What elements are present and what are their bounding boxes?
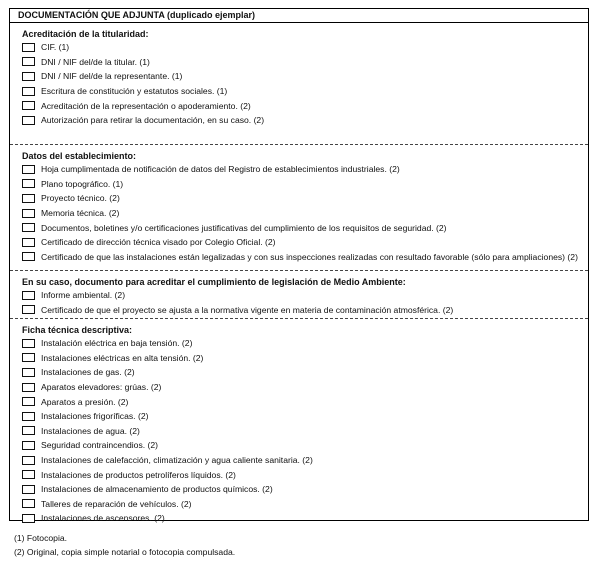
checklist-item — [22, 351, 588, 366]
checkbox[interactable] — [22, 470, 35, 479]
checklist-item — [22, 177, 588, 192]
checkbox[interactable] — [22, 209, 35, 218]
checklist-item — [22, 220, 588, 235]
checklist-item-label: Instalaciones de gas. (2) — [41, 367, 135, 378]
checklist-item-label: Aparatos elevadores: grúas. (2) — [41, 382, 162, 393]
sections-container — [10, 23, 588, 524]
checklist-item — [22, 336, 588, 351]
checklist-item — [22, 98, 588, 113]
checklist-item-label: Certificado de que las instalaciones están legalizadas y con sus inspecciones realizadas con resultado favorable (sólo para ampliaciones) (2) — [41, 251, 578, 262]
checkbox[interactable] — [22, 412, 35, 421]
checkbox[interactable] — [22, 165, 35, 174]
checklist-item — [22, 511, 588, 526]
checklist-item — [22, 235, 588, 250]
form-header — [10, 9, 588, 23]
checkbox[interactable] — [22, 87, 35, 96]
checkbox[interactable] — [22, 57, 35, 66]
checkbox[interactable] — [22, 252, 35, 261]
section-title: En su caso, documento para acreditar el cumplimiento de legislación de Medio Ambiente: — [22, 277, 406, 287]
checkbox[interactable] — [22, 194, 35, 203]
checklist-item — [22, 250, 588, 265]
checklist-item-label: Talleres de reparación de vehículos. (2) — [41, 498, 192, 509]
checklist-item-label: DNI / NIF del/de la titular. (1) — [41, 56, 150, 67]
footnote-2: (2) Original, copia simple notarial o fotocopia compulsada. — [14, 547, 236, 557]
checklist-item-label: Instalaciones de calefacción, climatización y agua caliente sanitaria. (2) — [41, 455, 313, 466]
checklist-item-label: Acreditación de la representación o apoderamiento. (2) — [41, 100, 251, 111]
checklist-item — [22, 394, 588, 409]
checklist-item-label: Memoria técnica. (2) — [41, 208, 120, 219]
checklist-item — [22, 84, 588, 99]
checklist-item — [22, 467, 588, 482]
checklist-item — [22, 438, 588, 453]
checkbox[interactable] — [22, 441, 35, 450]
checkbox[interactable] — [22, 43, 35, 52]
checkbox[interactable] — [22, 485, 35, 494]
checklist-item-label: Autorización para retirar la documentación, en su caso. (2) — [41, 115, 265, 126]
checklist-item-label: Aparatos a presión. (2) — [41, 396, 129, 407]
checklist-item-label: Hoja cumplimentada de notificación de datos del Registro de establecimientos industriales. (2) — [41, 164, 400, 175]
checkbox[interactable] — [22, 116, 35, 125]
checklist-item-label: Seguridad contraincendios. (2) — [41, 440, 159, 451]
checklist-item-label: Instalaciones de almacenamiento de productos químicos. (2) — [41, 484, 273, 495]
checklist-item-label: Informe ambiental. (2) — [41, 290, 126, 301]
checklist-item-label: Instalación eléctrica en baja tensión. (2) — [41, 338, 193, 349]
footnote-1: (1) Fotocopia. — [14, 533, 68, 543]
checkbox[interactable] — [22, 499, 35, 508]
checkbox[interactable] — [22, 514, 35, 523]
section-environment — [10, 270, 588, 318]
section-title: Acreditación de la titularidad: — [22, 29, 149, 39]
checklist-item-label: Instalaciones de agua. (2) — [41, 425, 140, 436]
checklist-item-label: Instalaciones de productos petrolíferos líquidos. (2) — [41, 469, 236, 480]
checklist-item — [22, 55, 588, 70]
checklist-item — [22, 191, 588, 206]
checkbox[interactable] — [22, 305, 35, 314]
checkbox[interactable] — [22, 339, 35, 348]
checklist-item — [22, 303, 588, 318]
checklist-item — [22, 206, 588, 221]
checkbox[interactable] — [22, 72, 35, 81]
checklist-item — [22, 69, 588, 84]
checklist-item-label: Instalaciones de ascensores. (2) — [41, 513, 165, 524]
checklist-item-label: CIF. (1) — [41, 42, 70, 53]
checklist-item-label: Escritura de constitución y estatutos sociales. (1) — [41, 86, 228, 97]
checklist-item — [22, 409, 588, 424]
checklist-item — [22, 113, 588, 128]
checklist-item — [22, 380, 588, 395]
checkbox[interactable] — [22, 353, 35, 362]
checkbox[interactable] — [22, 223, 35, 232]
checklist-item-label: Plano topográfico. (1) — [41, 178, 124, 189]
checkbox[interactable] — [22, 397, 35, 406]
form-subtitle: (duplicado ejemplar) — [167, 10, 256, 20]
checklist-item — [22, 288, 588, 303]
checklist-item-label: Certificado de dirección técnica visado por Colegio Oficial. (2) — [41, 237, 276, 248]
footnotes — [14, 531, 235, 559]
checklist-item — [22, 40, 588, 55]
form-title: DOCUMENTACIÓN QUE ADJUNTA — [18, 10, 165, 20]
checklist-item — [22, 365, 588, 380]
section-technical-sheet — [10, 318, 588, 524]
checklist-item — [22, 453, 588, 468]
section-titularity — [10, 23, 588, 144]
checklist-item — [22, 424, 588, 439]
checkbox[interactable] — [22, 179, 35, 188]
checkbox[interactable] — [22, 383, 35, 392]
checklist-item-label: Instalaciones eléctricas en alta tensión. (2) — [41, 352, 204, 363]
checklist-item-label: Documentos, boletines y/o certificaciones justificativas del cumplimiento de los requisitos de seguridad. (2) — [41, 222, 447, 233]
checkbox[interactable] — [22, 101, 35, 110]
checkbox[interactable] — [22, 426, 35, 435]
checklist-item-label: Instalaciones frigoríficas. (2) — [41, 411, 149, 422]
documentation-form — [9, 8, 589, 524]
section-title: Ficha técnica descriptiva: — [22, 325, 133, 335]
section-establishment — [10, 144, 588, 270]
checklist-item-label: Certificado de que el proyecto se ajusta a la normativa vigente en materia de contaminación atmosférica. (2) — [41, 304, 454, 315]
checkbox[interactable] — [22, 238, 35, 247]
section-title: Datos del establecimiento: — [22, 151, 137, 161]
checklist-item-label: Proyecto técnico. (2) — [41, 193, 120, 204]
checklist-item — [22, 162, 588, 177]
checklist-item — [22, 497, 588, 512]
checklist-item — [22, 482, 588, 497]
checkbox[interactable] — [22, 291, 35, 300]
checklist-item-label: DNI / NIF del/de la representante. (1) — [41, 71, 183, 82]
checkbox[interactable] — [22, 456, 35, 465]
checkbox[interactable] — [22, 368, 35, 377]
